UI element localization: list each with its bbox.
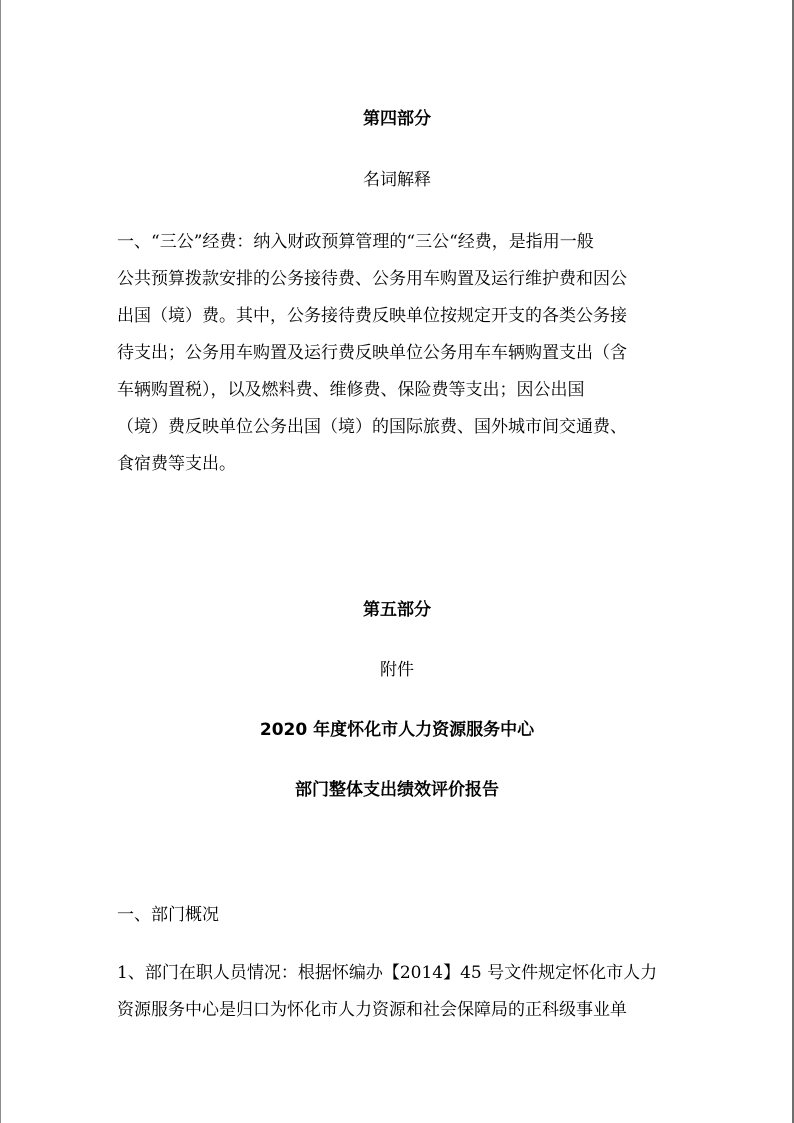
definition-line: 食宿费等支出。	[117, 454, 236, 474]
definition-line: 出国（境）费。其中，公务接待费反映单位按规定开支的各类公务接	[117, 306, 627, 326]
section1-heading: 一、部门概况	[117, 905, 219, 925]
part4-subtitle: 名词解释	[363, 170, 431, 190]
part5-title: 第五部分	[363, 600, 431, 620]
part4-title: 第四部分	[363, 109, 431, 129]
definition-line: （境）费反映单位公务出国（境）的国际旅费、国外城市间交通费、	[117, 417, 627, 437]
paragraph-line: 资源服务中心是归口为怀化市人力资源和社会保障局的正科级事业单	[117, 1000, 627, 1020]
section1-paragraph	[117, 955, 677, 1029]
part5-subtitle: 附件	[380, 660, 414, 680]
report-title-line1: 2020 年度怀化市人力资源服务中心	[259, 720, 535, 740]
definition-line: 车辆购置税），以及燃料费、维修费、保险费等支出；因公出国	[117, 380, 585, 400]
definition-line: 公共预算拨款安排的公务接待费、公务用车购置及运行维护费和因公	[117, 269, 627, 289]
definition-line: 待支出；公务用车购置及运行费反映单位公务用车车辆购置支出（含	[117, 343, 627, 363]
definition-line: 一、“三公”经费：纳入财政预算管理的“三公“经费，是指用一般	[117, 232, 594, 252]
paragraph-line: 1、部门在职人员情况：根据怀编办【2014】45 号文件规定怀化市人力	[117, 963, 658, 983]
three-public-expenses-definition	[117, 224, 677, 483]
report-title-line2: 部门整体支出绩效评价报告	[295, 780, 499, 800]
